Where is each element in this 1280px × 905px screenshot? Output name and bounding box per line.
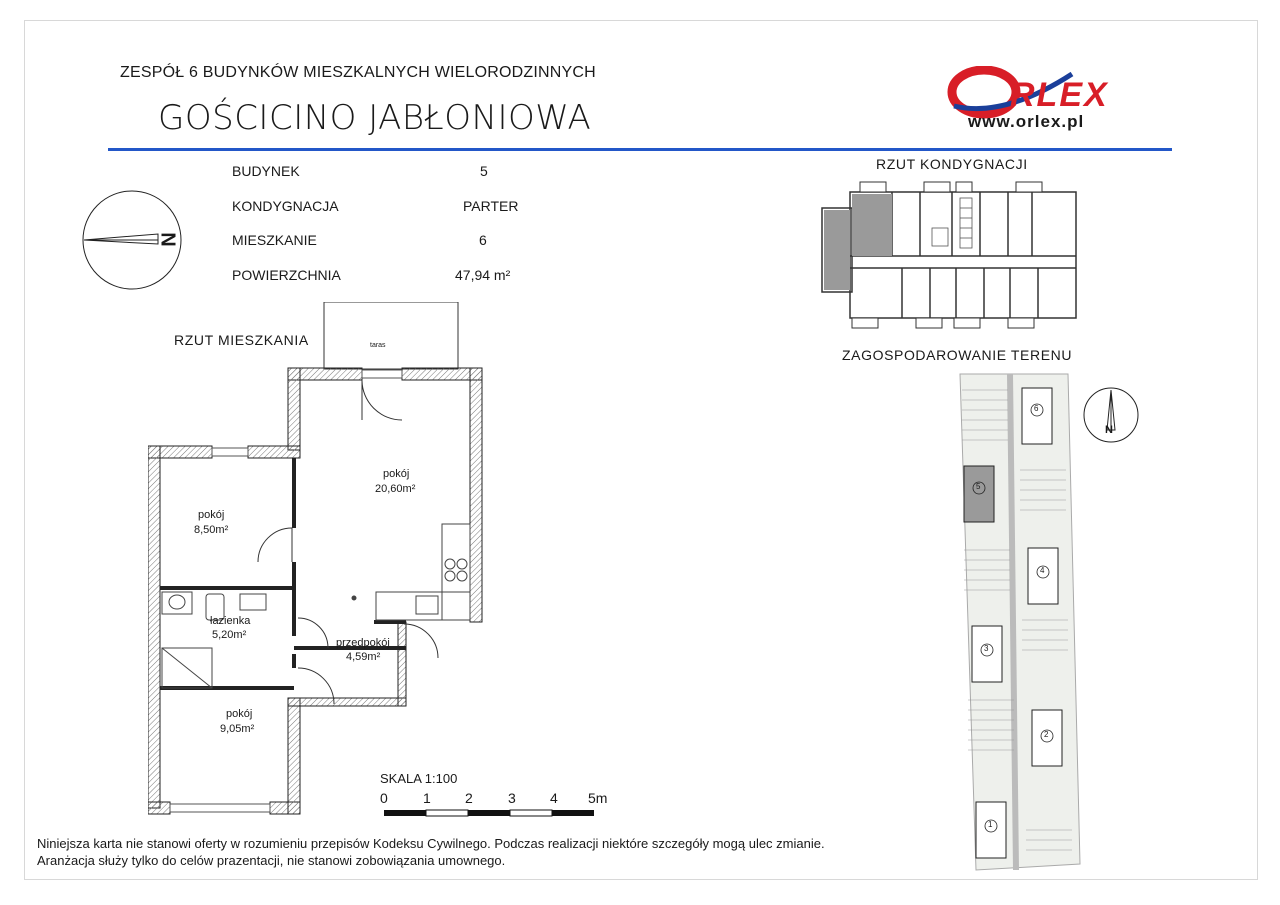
room-living-area: 20,60m² <box>375 483 416 495</box>
info-value-apartment: 6 <box>479 232 487 248</box>
compass <box>80 188 184 292</box>
project-title: GOŚCICINO JABŁONIOWA <box>158 98 592 138</box>
floor-plan-label: RZUT KONDYGNACJI <box>876 156 1028 172</box>
room-2-name: pokój <box>226 708 253 720</box>
project-subtitle: ZESPÓŁ 6 BUDYNKÓW MIESZKALNYCH WIELORODZINNYCH <box>120 64 596 81</box>
scale-label: SKALA 1:100 <box>380 771 458 786</box>
info-value-building: 5 <box>480 163 488 179</box>
room-taras-label: taras <box>370 342 386 349</box>
site-building-4: 4 <box>1040 566 1045 575</box>
site-compass <box>1082 386 1140 444</box>
info-label-area: POWIERZCHNIA <box>232 267 341 283</box>
svg-text:RLEX: RLEX <box>1010 76 1109 114</box>
compass-north-label: N <box>156 232 179 247</box>
info-label-apartment: MIESZKANIE <box>232 232 317 248</box>
scale-tick-3: 3 <box>508 790 516 806</box>
site-compass-north-label: N <box>1105 424 1113 436</box>
orlex-logo <box>944 66 1180 130</box>
building-floor-plan <box>820 178 1080 332</box>
disclaimer-line-1: Niniejsza karta nie stanowi oferty w rozumieniu przepisów Kodeksu Cywilnego. Podczas realizacji niektóre szczegóły mogą ulec zmianie. <box>37 836 825 851</box>
room-2-area: 9,05m² <box>220 723 255 735</box>
scale-tick-4: 4 <box>550 790 558 806</box>
apartment-plan-label: RZUT MIESZKANIA <box>174 332 309 348</box>
info-value-floor: PARTER <box>463 198 519 214</box>
site-building-1: 1 <box>988 820 993 829</box>
scale-tick-2: 2 <box>465 790 473 806</box>
info-label-building: BUDYNEK <box>232 163 300 179</box>
room-living-name: pokój <box>383 468 410 480</box>
site-plan <box>950 370 1140 880</box>
scale-tick-0: 0 <box>380 790 388 806</box>
logo-url: www.orlex.pl <box>968 112 1085 131</box>
room-1-area: 8,50m² <box>194 524 229 536</box>
bathroom-area: 5,20m² <box>212 629 247 641</box>
hall-area: 4,59m² <box>346 651 381 663</box>
bathroom-name: łazienka <box>210 615 251 627</box>
header-rule <box>108 148 1172 151</box>
scale-bar <box>376 790 616 824</box>
site-building-2: 2 <box>1044 730 1049 739</box>
site-plan-label: ZAGOSPODAROWANIE TERENU <box>842 347 1073 363</box>
site-building-5: 5 <box>976 482 981 491</box>
apartment-floor-plan <box>148 302 488 820</box>
scale-tick-1: 1 <box>423 790 431 806</box>
info-value-area: 47,94 m² <box>455 267 511 283</box>
scale-tick-5: 5m <box>588 790 608 806</box>
site-building-3: 3 <box>984 644 989 653</box>
site-building-6: 6 <box>1034 404 1039 413</box>
room-1-name: pokój <box>198 509 225 521</box>
info-label-floor: KONDYGNACJA <box>232 198 339 214</box>
hall-name: przedpokój <box>336 637 390 649</box>
disclaimer-line-2: Aranżacja służy tylko do celów prazentacji, nie stanowi zobowiązania umownego. <box>37 853 506 868</box>
